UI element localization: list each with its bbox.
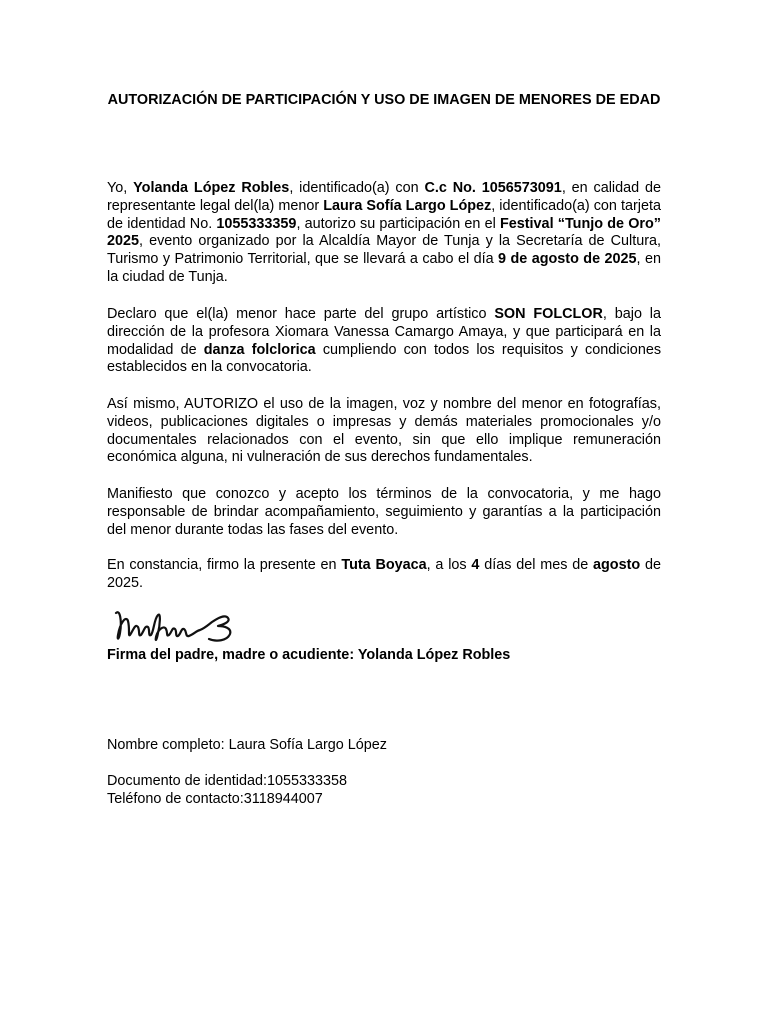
text: , identificado(a) con tarjeta de identidad No. (107, 197, 661, 232)
guardian-name: Yolanda López Robles (133, 180, 290, 196)
guardian-id: C.c No. 1056573091 (424, 180, 562, 196)
text: En constancia, firmo la presente en (107, 557, 342, 573)
text: , autorizo su participación en el (296, 215, 500, 232)
text: días del mes de (479, 557, 593, 573)
text: , a los (426, 557, 472, 573)
minor-id: 1055333359 (216, 215, 297, 232)
paragraph-image-rights: Así mismo, AUTORIZO el uso de la imagen, voz y nombre del menor en fotografías, videos, publicaciones digitales o impresas y demás materiales promocionales y/o documentales relacionados con el evento, sin que ello implique remuneración económica alguna, ni vulneración de sus derechos fundamentales. (107, 396, 661, 466)
event-date: 9 de agosto de 2025 (498, 251, 637, 268)
id-document: Documento de identidad:1055333358 (107, 773, 348, 789)
full-name: Nombre completo: Laura Sofía Largo López (107, 737, 387, 753)
minor-name: Laura Sofía Largo López (323, 197, 492, 214)
phone: Teléfono de contacto:3118944007 (107, 791, 323, 807)
text: cumpliendo con todos los requisitos y condiciones establecidos en la convocatoria. (107, 341, 662, 376)
place: Tuta Boyaca (341, 557, 427, 573)
day: 4 (471, 557, 480, 573)
group-name: SON FOLCLOR (494, 306, 603, 322)
signature-label: Firma del padre, madre o acudiente: Yolanda López Robles (107, 647, 511, 663)
modality: danza folclorica (203, 341, 316, 358)
paragraph-group (107, 306, 661, 377)
handwritten-signature (108, 601, 238, 649)
text: , en calidad de representante legal del(la) menor (107, 180, 661, 214)
text: , bajo la dirección de la profesora Xiomara Vanessa Camargo Amaya, y que participará en la modalidad de (107, 306, 661, 358)
paragraph-authorization (107, 180, 661, 287)
text: de 2025. (107, 557, 661, 591)
text: Declaro que el(la) menor hace parte del grupo artístico (107, 306, 495, 322)
text: , en la ciudad de Tunja. (107, 251, 661, 285)
paragraph-constancy (107, 557, 661, 593)
text: , evento organizado por la Alcaldía Mayor de Tunja y la Secretaría de Cultura, Turismo y Patrimonio Territorial, que se llevará a cabo el día (107, 233, 661, 268)
text: Yo, (107, 180, 134, 196)
festival-name: Festival “Tunjo de Oro” 2025 (107, 215, 661, 250)
document-title: AUTORIZACIÓN DE PARTICIPACIÓN Y USO DE IMAGEN DE MENORES DE EDAD (107, 92, 661, 108)
text: , identificado(a) con (289, 180, 425, 196)
month: agosto (593, 557, 641, 573)
paragraph-responsibility: Manifiesto que conozco y acepto los términos de la convocatoria, y me hago responsable de brindar acompañamiento, seguimiento y garantías a la participación del menor durante todas las fases del evento. (107, 486, 661, 538)
